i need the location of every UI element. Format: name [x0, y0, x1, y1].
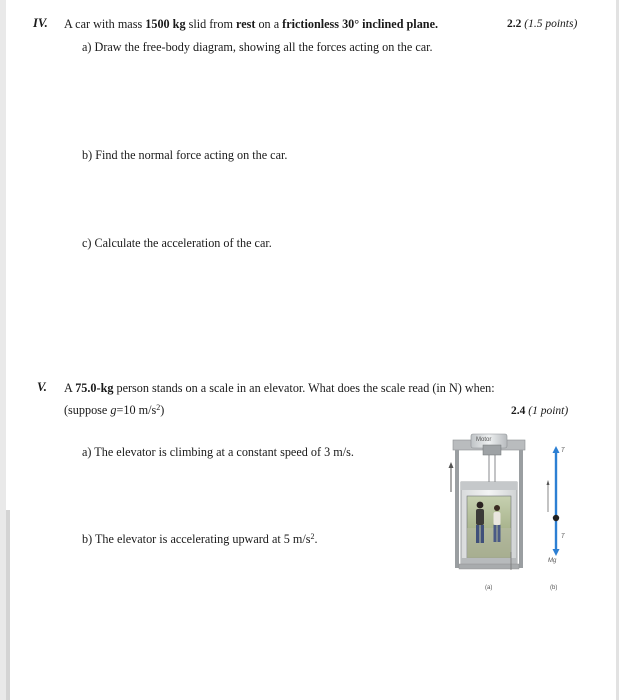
g-variable: g [110, 403, 117, 417]
question-4b: b) Find the normal force acting on the car. [82, 148, 288, 162]
points-text: (1.5 points) [524, 18, 578, 30]
question-4c: c) Calculate the acceleration of the car. [82, 236, 272, 250]
stem-text: person stands on a scale in an elevator. What does the scale read (in N) when: [113, 381, 495, 395]
part-b-text: . [314, 532, 318, 546]
acceleration-exponent: 2 [310, 532, 315, 541]
stem-text: A car with mass [64, 17, 146, 31]
points-text: (1 point) [528, 405, 569, 417]
elevator-illustration [445, 432, 575, 592]
question-5b [82, 532, 318, 547]
elevator-figure [445, 432, 575, 592]
weight-label: Mg [548, 558, 557, 564]
part-b-text: b) The elevator is accelerating upward at 5 m/s [82, 532, 311, 546]
question-5-suppose [64, 403, 164, 418]
tension-label: T [561, 448, 565, 454]
question-4a: a) Draw the free-body diagram, showing all the forces acting on the car. [82, 40, 433, 54]
mass-value: 75.0-kg [75, 381, 114, 395]
page-edge-shadow [6, 510, 10, 700]
question-5-points [511, 404, 568, 419]
question-4-stem [64, 17, 438, 32]
stem-text: on a [255, 17, 283, 31]
mass-value: 1500 kg [145, 17, 186, 31]
question-5-stem [64, 381, 495, 396]
question-4-number: IV. [33, 16, 48, 30]
rest-keyword: rest [236, 17, 256, 31]
suppose-text: ) [160, 403, 165, 417]
points-number: 2.4 [511, 405, 526, 417]
motor-label: Motor [476, 437, 492, 443]
figure-caption-b: (b) [550, 585, 558, 591]
tension-label-lower: T [561, 534, 565, 540]
g-exponent: 2 [156, 403, 161, 412]
stem-text: A [64, 381, 76, 395]
plane-description: frictionless 30° inclined plane. [282, 17, 439, 31]
g-value: =10 m/s [116, 403, 157, 417]
stem-text: slid from [185, 17, 236, 31]
question-5a: a) The elevator is climbing at a constant speed of 3 m/s. [82, 445, 354, 459]
figure-caption-a: (a) [485, 585, 493, 591]
question-5-number: V. [37, 380, 47, 394]
suppose-text: (suppose [64, 403, 111, 417]
points-number: 2.2 [507, 18, 522, 30]
question-4-points [507, 17, 577, 32]
